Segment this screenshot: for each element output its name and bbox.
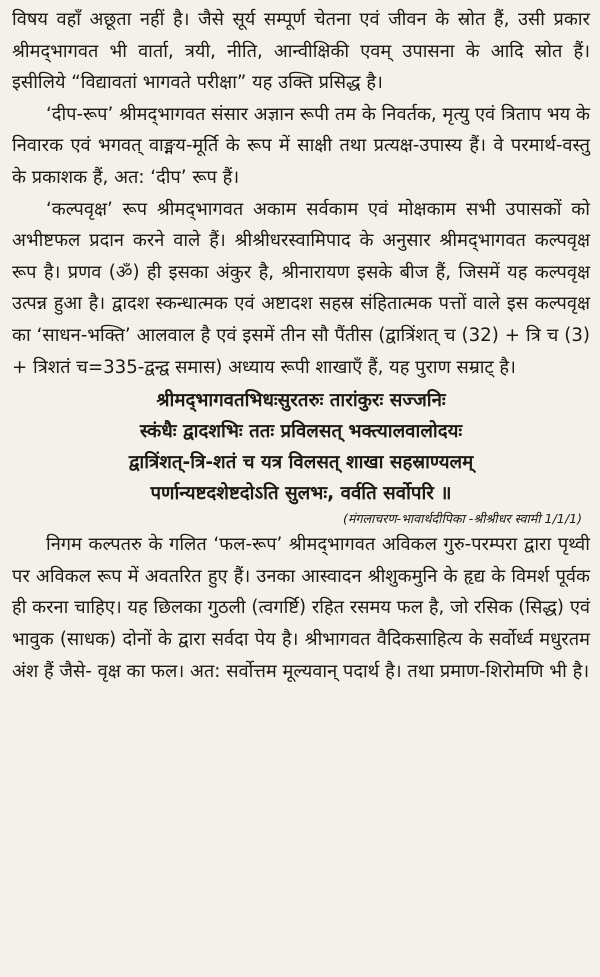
paragraph-phala-roop: निगम कल्पतरु के गलित ‘फल-रूप’ श्रीमद्‌भागवत अविकल गुरु-परम्परा द्वारा पृथ्वी पर अविकल रूप में अवतरित हुए हैं। उनका आस्वादन श्रीशुकमुनि के हृद्य के विमर्श पूर्वक ही करना चाहिए। यह छिलका गुठली (त्वगर्ष्टि) रहित रसमय फल है, जो रसिक (सिद्ध) एवं भावुक (साधक) दोनों के द्वारा सर्वदा पेय है। श्रीभागवत वैदिकसाहित्य के सर्वोर्ध्व मधुरतम अंश हैं जैसे- वृक्ष का फल। अत: सर्वोत्तम मूल्यवान् पदार्थ है। तथा प्रमाण-शिरोमणि भी है। [12,534,590,682]
paragraph-kalpavriksha: ‘कल्पवृक्ष’ रूप श्रीमद्‌भागवत अकाम सर्वकाम एवं मोक्षकाम सभी उपासकों को अभीष्टफल प्रदान करने वाले हैं। श्रीश्रीधरस्वामिपाद के अनुसार श्रीमद्‌भागवत कल्पवृक्ष रूप है। प्रणव (ॐ) ही इसका अंकुर है, श्रीनारायण इसके बीज हैं, जिसमें यह कल्पवृक्ष उत्पन्न हुआ है। द्वादश स्कन्धात्मक एवं अष्टादश सहस्र संहितात्मक पत्तों वाले इस कल्पवृक्ष का ‘साधन-भक्ति’ आलवाल है एवं इसमें तीन सौ पैंतीस (द्वात्रिंशत् च (32) + त्रि च (3) + त्रिशतं च=335-द्वन्द्व समास) अध्याय रूपी शाखाएँ हैं, यह पुराण सम्राट् है। [12,198,590,378]
paragraph-sources: विषय वहाँ अछूता नहीं है। जैसे सूर्य सम्पूर्ण चेतना एवं जीवन के स्रोत हैं, उसी प्रकार श्रीमद्‌भागवत भी वार्ता, त्रयी, नीति, आन्वीक्षिकी एवम् उपासना के आदि स्रोत हैं। इसीलिये “विद्यावतां भागवते परीक्षा” यह उक्ति प्रसिद्ध है। [12,9,590,94]
verse-line: श्रीमद्‌भागवतभिधःसुरतरुः तारांकुरः सज्जनिः [156,390,446,412]
paragraph-deep-roop: ‘दीप-रूप’ श्रीमद्‌भागवत संसार अज्ञान रूपी तम के निवर्तक, मृत्यु एवं त्रिताप भय के निवारक एवं भगवत् वाङ्मय-मूर्ति के रूप में साक्षी तथा प्रत्यक्ष-उपास्य हैं। वे परमार्थ-वस्तु के प्रकाशक हैं, अत: ‘दीप’ रूप हैं। [12,103,590,188]
verse-line: स्कंधैः द्वादशभिः ततः प्रविलसत् भक्त्यालवालोदयः [139,421,463,443]
verse-citation: (मंगलाचरण-भावार्थदीपिका -श्रीश्रीधर स्वामी 1/1/1) [342,511,582,527]
verse-line: द्वात्रिंशत्-त्रि-शतं च यत्र विलसत् शाखा सहस्राण्यलम् [128,452,474,474]
verse-line: पर्णान्यष्टदशेष्टदोऽति सुलभः, वर्वति सर्वोपरि ॥ [150,483,452,505]
sanskrit-verse [12,385,590,509]
